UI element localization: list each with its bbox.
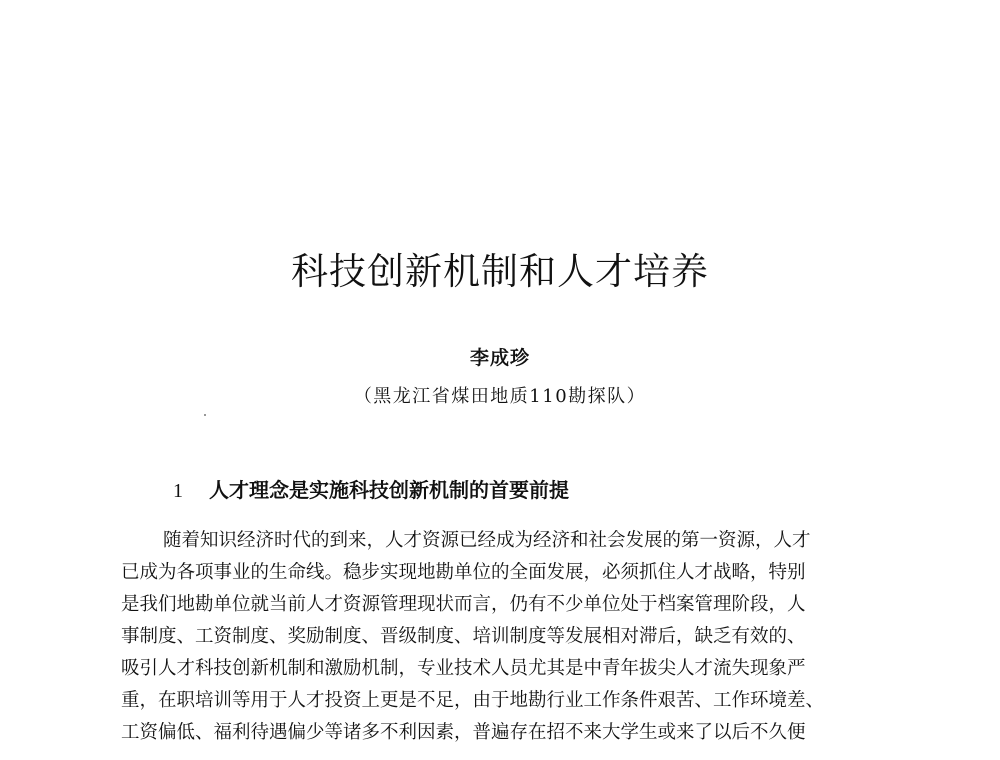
paragraph-line: 已成为各项事业的生命线。稳步实现地勘单位的全面发展，必须抓住人才战略，特别 [121, 562, 806, 583]
paragraph-line: 重，在职培训等用于人才投资上更是不足，由于地勘行业工作条件艰苦、工作环境差、 [121, 690, 825, 711]
section-number: 1 [173, 480, 183, 502]
paper-title: 科技创新机制和人才培养 [291, 250, 709, 293]
paragraph-line: 工资偏低、福利待遇偏少等诸多不利因素，普遍存在招不来大学生或来了以后不久便 [121, 722, 806, 743]
scan-speck [204, 414, 206, 416]
section-title: 人才理念是实施科技创新机制的首要前提 [209, 478, 569, 502]
paragraph-line: 事制度、工资制度、奖励制度、晋级制度、培训制度等发展相对滞后，缺乏有效的、 [121, 626, 806, 647]
body-paragraph [121, 525, 885, 749]
paragraph-line: 随着知识经济时代的到来，人才资源已经成为经济和社会发展的第一资源，人才 [163, 530, 811, 551]
paragraph-line: 吸引人才科技创新机制和激励机制，专业技术人员尤其是中青年拔尖人才流失现象严 [121, 658, 806, 679]
paragraph-line: 是我们地勘单位就当前人才资源管理现状而言，仍有不少单位处于档案管理阶段，人 [121, 594, 806, 615]
author-name: 李成珍 [469, 347, 530, 369]
section-heading [173, 474, 893, 507]
author-affiliation: （黑龙江省煤田地质110勘探队） [353, 386, 647, 407]
